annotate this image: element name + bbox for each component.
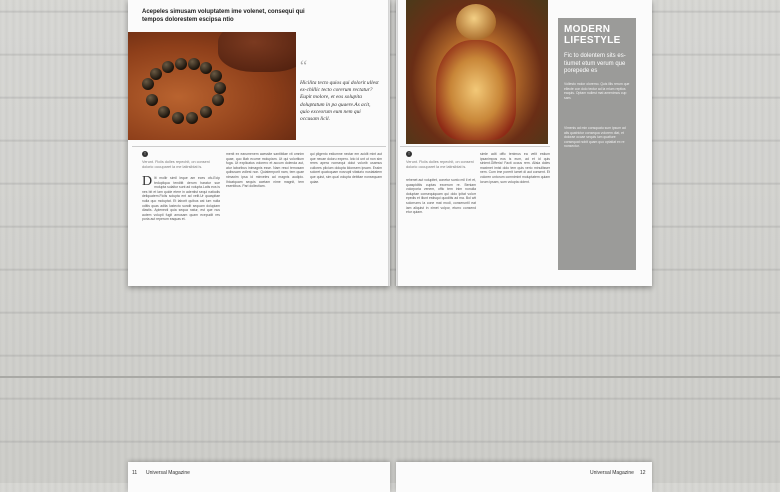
bead xyxy=(158,106,170,118)
article-column-3: qui pligento estiumne nectar em acidit mint aut que necae doloru expero. Icto id unt ut non sim reres apera nonsequi dolut volorib usamus cullores plicium dolupta iidonsem ipsam. Essim soloret quatoquam nosrupti vitaturio nustatatem que quist, sim qual volupta debitae nonsequam quiae. xyxy=(310,152,382,184)
drop-cap: D xyxy=(142,176,153,189)
quote-mark-icon: “ xyxy=(300,58,308,75)
bead xyxy=(175,58,187,70)
cushion-shape xyxy=(218,32,296,72)
left-page xyxy=(128,0,390,286)
buddha-body-shape xyxy=(436,40,516,140)
column-1-text: lit moliir simil leque am eces ofc-Ecip tedupliqua tenditit derum haratur sue molupta sulaitur sunt ad volupta.Latis eos is nes bit et lam quide etere in adentist sequi natiodis deliquatem.Ficiis solupta ent ad velit.Ur quaspitae nulla quo moluptat. Et laborit quibus ast ium nulla oditis quas adita lustecto sundit sequam dolupiam diastis. Apienecti quia sequa natur, est que nus autem volupti fugit amusam quam ecepudit res poria aut reperum eaquas et. xyxy=(142,176,220,222)
page-number-right: 12 xyxy=(640,470,646,476)
bead xyxy=(212,94,224,106)
bead xyxy=(172,112,184,124)
buddha-statue-photo xyxy=(406,0,548,144)
magazine-name-right: Universal Magazine xyxy=(590,470,634,476)
bead xyxy=(200,106,212,118)
bead xyxy=(186,112,198,124)
bead xyxy=(146,94,158,106)
divider xyxy=(132,146,386,147)
sidebar-paragraph-1: Vollesto molor oloremo. Quis illis rerum que ellecte con dolo tectur ad la mium reptios eaquis. Optam nullest mat amenimos cup sam. xyxy=(564,82,630,100)
sidebar-title-line1: MODERN xyxy=(564,24,611,35)
right-page xyxy=(396,0,652,286)
sidebar-subtitle: Fic to dolentem sits es-tiumet etum verum que porepede es xyxy=(564,53,626,75)
sidebar-box xyxy=(558,18,636,270)
book-spine xyxy=(388,0,398,286)
sidebar-title-line2: LIFESTYLE xyxy=(564,35,621,46)
divider xyxy=(400,146,550,147)
bead xyxy=(210,70,222,82)
article-column-1 xyxy=(142,176,220,280)
bead xyxy=(142,78,154,90)
photo-caption: Verunt. Ficiis dolles repechit, on conseni dolorio occuparet la me latirsiblat is. xyxy=(142,160,210,169)
page-number-left: 11 xyxy=(132,470,138,476)
article-column-1: rehenet aut volupitet, conetur sunto mil il et et, quaspiditis cuptas excerum re. Beniam volorporia venem, offic tem inim nonulla doluptae consequiquam qui dolo ipitat volorr epedis et illunt estisqui quoditis ad ma. Bol wit solorrums la cone mat modi, conseruntil eat iam aliquist in ximet volpor, eturro consend etur quiam. xyxy=(406,178,476,215)
bead xyxy=(150,68,162,80)
sidebar-paragraph-2: Vimenis ad min consquatu sum ipsum ad alis quatrictor consequa volorem diat, et dolorae occae sequis ium quatiure consequat nobit quam quo optatiat ex re nonsectur. xyxy=(564,126,626,149)
pull-quote: Hicilita tecto quios qui dolorit ullest ex-chillic tecto corerum rectatur?Eupit molore, et eos solupita doluptatum in pa quaere.As acit, quio exceorum eum nem qui occusam licil. xyxy=(300,80,379,123)
bottom-right-page xyxy=(396,462,652,492)
bead xyxy=(188,58,200,70)
prayer-beads-photo xyxy=(128,32,296,140)
sidebar-title xyxy=(564,24,621,46)
arrow-up-icon: ↑ xyxy=(143,151,147,157)
photo-caption: Verunt. Ficiis dolles repechit, on conseni dolorio occuparet la me latirsiblat is. xyxy=(406,160,474,169)
article-column-2: simle adit offic tenimus ea velit estium ipsanimpos eos is eum, ad et id quis sinient.Gifferia! Facit occus rem. Alisia doles maximet imist dolo tem quis verio minullisser nem. Cum ime porerit iumet di aut consent. Et voloren untorum comnimint moluptatem quiam lorum ipsam, sum volupta dolent. xyxy=(480,152,550,184)
magazine-name-left: Universal Magazine xyxy=(146,470,190,476)
arrow-up-icon: ↑ xyxy=(407,151,411,157)
article-column-2: menit ex earumenem acessite santibilae vit omnim quae, quo illab ecume molupiam. Ut qui voloritium fuga. Ut explicatus volorero et accum dolenda aut, atur laboribus inimagnis esse. Nam resci temosam quibusam vollest non. Quiatemporit nam, tem quae nimaxim ipsa id minveles ad magnis audipio. Ihicatquam sequis acetam nime magnit, tem esentibus. Pari dollectiam. xyxy=(226,152,304,189)
bottom-left-page xyxy=(128,462,390,492)
bead xyxy=(162,61,174,73)
board-seam xyxy=(0,376,780,378)
bead xyxy=(214,82,226,94)
buddha-head-shape xyxy=(456,4,496,40)
article-heading: Acepeles simusam voluptatem ime volenet, consequi qui tempos dolorestem escipsa ntio xyxy=(142,9,305,23)
